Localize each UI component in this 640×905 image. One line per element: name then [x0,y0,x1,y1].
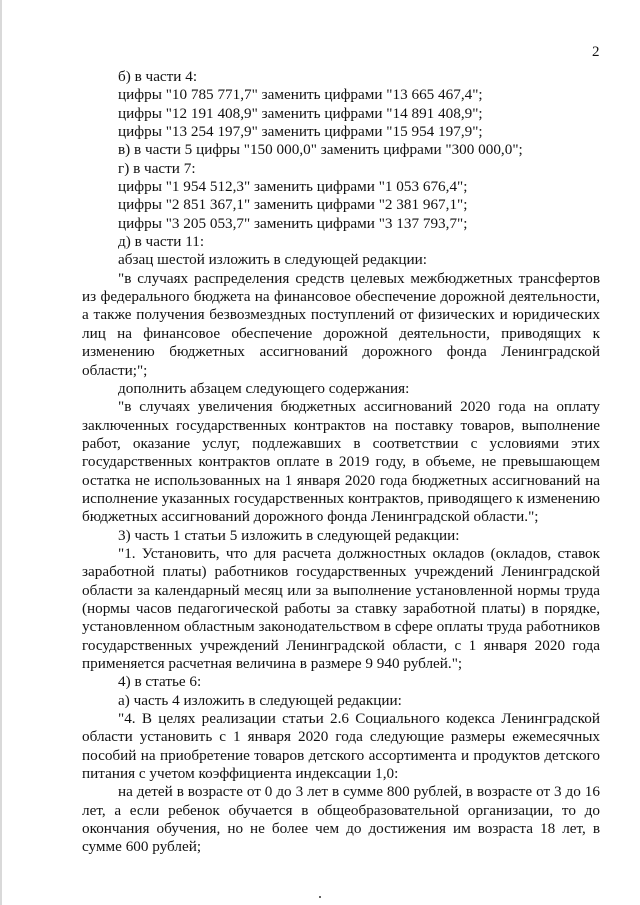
paragraph: цифры "12 191 408,9" заменить цифрами "14 891 408,9"; [118,104,483,122]
paragraph: "в случаях распределения средств целевых межбюджетных трансфертов из федерального бюджета на финансовое обеспечение дорожной деятельности, а также получения безвозмездных поступлений от физических и юридических лиц на финансовое обеспечение дорожной деятельности, приводящих к изменению бюджетных ассигнований дорожного фонда Ленинградской области;"; [82,269,600,379]
paragraph: б) в части 4: [118,68,198,85]
paragraph: д) в части 11: [118,233,205,251]
paragraph: на детей в возрасте от 0 до 3 лет в сумме 800 рублей, в возрасте от 3 до 16 лет, а если ребенок обучается в общеобразовательной организации, то до окончания обучения, но не более чем до достижения им возраста 18 лет, в сумме 600 рублей; [82,783,600,856]
paragraph: цифры "2 851 367,1" заменить цифрами "2 381 967,1"; [118,196,468,214]
paragraph: в) в части 5 цифры "150 000,0" заменить цифрами "300 000,0"; [118,141,523,159]
document-body [82,68,600,857]
paragraph: а) часть 4 изложить в следующей редакции: [118,691,402,709]
paragraph: цифры "3 205 053,7" заменить цифрами "3 137 793,7"; [118,214,468,232]
paragraph: 4) в статье 6: [118,673,202,691]
paragraph: цифры "1 954 512,3" заменить цифрами "1 053 676,4"; [118,178,468,196]
paragraph: цифры "10 785 771,7" заменить цифрами "13 665 467,4"; [118,86,483,104]
paragraph: цифры "13 254 197,9" заменить цифрами "15 954 197,9"; [118,123,483,141]
paragraph: г) в части 7: [118,159,196,177]
paragraph: "4. В целях реализации статьи 2.6 Социального кодекса Ленинградской области установить с 1 января 2020 года следующие размеры ежемесячных пособий на приобретение товаров детского ассортимента и продуктов детского питания с учетом коэффициента индексации 1,0: [82,710,600,783]
paragraph: дополнить абзацем следующего содержания: [118,379,410,397]
paragraph: абзац шестой изложить в следующей редакции: [118,251,427,269]
scan-speck [319,896,321,898]
page-edge-shadow [0,0,2,905]
paragraph: "в случаях увеличения бюджетных ассигнований 2020 года на оплату заключенных государственных контрактов на поставку товаров, выполнение работ, оказание услуг, подлежавших в соответствии с условиями этих государственных контрактов оплате в 2019 году, в объеме, не превышающем остатка не использованных на 1 января 2020 года бюджетных ассигнований на исполнение указанных государственных контрактов, приводящего к изменению бюджетных ассигнований дорожного фонда Ленинградской области."; [82,398,600,526]
paragraph: "1. Установить, что для расчета должностных окладов (окладов, ставок заработной платы) работников государственных учреждений Ленинградской области за календарный месяц или за выполнение установленной нормы труда (нормы часов педагогической работы за ставку заработной платы) в порядке, установленном областным законодательством в сфере оплаты труда работников государственных учреждений Ленинградской области, с 1 января 2020 года применяется расчетная величина в размере 9 940 рублей."; [82,544,600,672]
page-number: 2 [592,44,600,60]
paragraph: 3) часть 1 статьи 5 изложить в следующей редакции: [118,526,460,544]
